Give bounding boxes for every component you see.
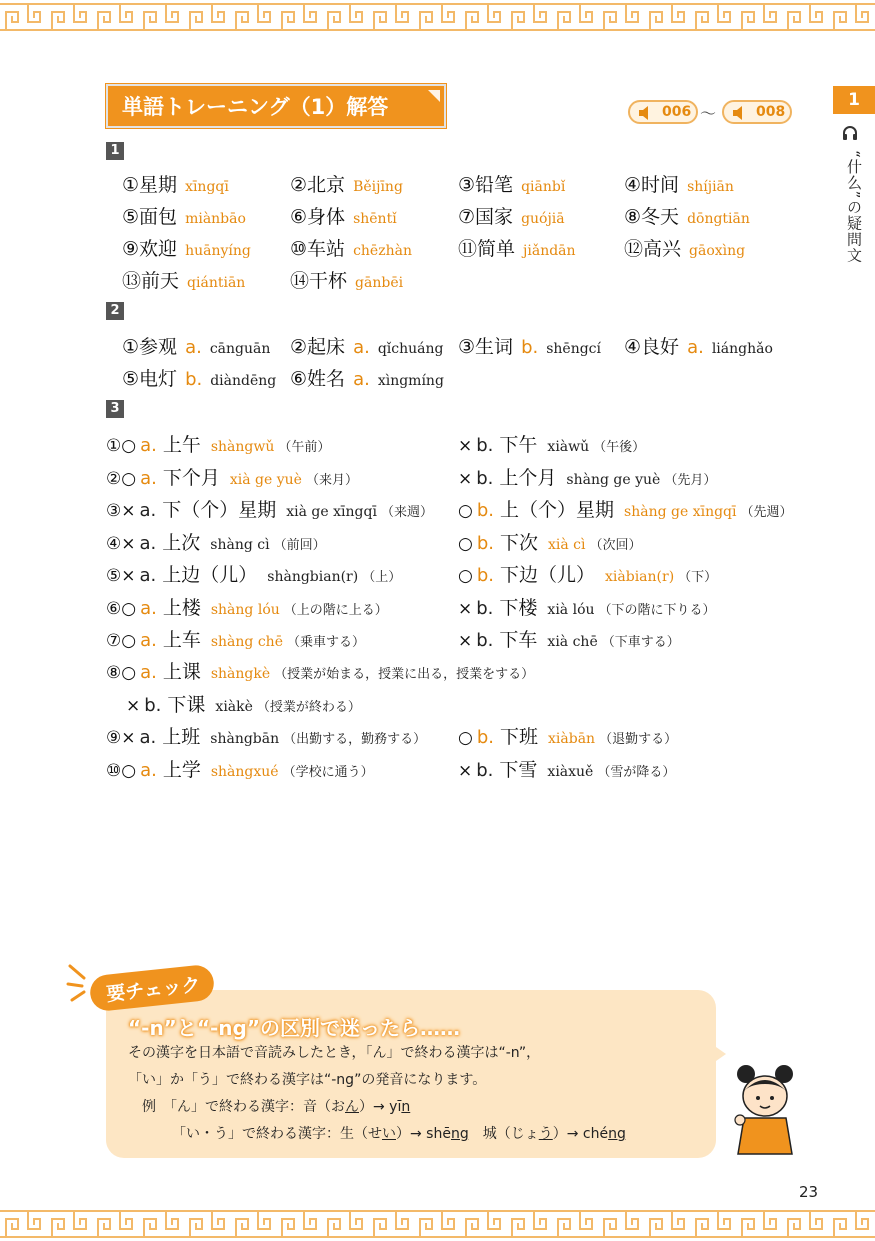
word-meaning: （次回） <box>589 537 642 553</box>
vocab-item <box>122 170 229 197</box>
speaker-icon <box>638 106 656 120</box>
item-pinyin: dōngtiān <box>687 211 750 227</box>
item-chinese: 前天 <box>141 270 180 292</box>
answer-mark: × <box>126 696 141 716</box>
choice-item <box>290 364 444 391</box>
word-pinyin: shàngwǔ <box>210 439 275 455</box>
answer-entry <box>458 430 645 457</box>
item-number: ① <box>122 174 140 196</box>
word-chinese: 下班 <box>500 726 539 748</box>
choice-item <box>624 332 773 359</box>
word-pinyin: xià lóu <box>547 601 595 618</box>
vocab-item <box>290 202 397 229</box>
answer-mark: ③× <box>106 501 136 521</box>
word-chinese: 下车 <box>499 629 538 651</box>
choice-letter: b. <box>476 630 494 651</box>
answer-entry <box>458 625 680 652</box>
word-pinyin: xiàwǔ <box>547 439 590 455</box>
word-meaning: （先月） <box>664 472 717 488</box>
answer-entry <box>106 657 534 684</box>
item-pinyin: qiántiān <box>187 275 246 291</box>
answer-entry <box>106 722 426 749</box>
word-meaning: （学校に通う） <box>282 765 374 780</box>
check-subtitle: “-n”と“-ng”の区別で迷ったら…… <box>128 1016 460 1040</box>
audio-start-number: 006 <box>662 104 692 120</box>
check-example-2 <box>172 1123 626 1143</box>
word-pinyin: shàngxué <box>210 764 279 780</box>
choice-letter: b. <box>144 695 162 716</box>
check-line-2: 「い」か「う」で終わる漢字は“-ng”の発音になります。 <box>128 1072 487 1088</box>
word-meaning: （午後） <box>593 440 646 455</box>
vocab-item <box>122 234 251 261</box>
bottom-border-pattern <box>0 1207 875 1241</box>
item-chinese: 铅笔 <box>475 174 514 196</box>
choice-letter: b. <box>521 337 539 358</box>
example-2-arrow-b: ）→ ché <box>552 1126 609 1142</box>
section-marker-2: 2 <box>106 302 124 320</box>
choice-letter: a. <box>353 369 370 390</box>
answer-mark: ①○ <box>106 436 137 456</box>
item-pinyin: shēntǐ <box>353 211 397 227</box>
answer-entry <box>106 593 388 620</box>
choice-letter: b. <box>476 532 494 554</box>
bubble-tail <box>706 1040 726 1068</box>
item-pinyin: cānguān <box>209 341 271 357</box>
item-chinese: 干杯 <box>309 270 348 292</box>
choice-letter: b. <box>476 565 494 586</box>
example-1-final: n <box>401 1099 411 1115</box>
choice-letter: a. <box>140 597 157 619</box>
item-chinese: 星期 <box>139 174 178 196</box>
choice-letter: a. <box>140 760 157 781</box>
item-pinyin: jiǎndān <box>523 243 576 259</box>
example-label: 例 <box>142 1099 156 1115</box>
example-1-text: 「ん」で終わる漢字：音（お <box>170 1099 345 1115</box>
word-meaning: （下の階に下りる） <box>598 602 716 618</box>
choice-letter: a. <box>139 532 157 554</box>
answer-mark: × <box>458 436 473 456</box>
word-chinese: 上（个）星期 <box>500 499 615 521</box>
item-number: ⑩ <box>290 238 308 260</box>
answer-entry <box>458 755 675 782</box>
choice-item <box>122 332 270 359</box>
choice-letter: a. <box>140 630 157 651</box>
word-chinese: 上次 <box>162 531 201 554</box>
word-chinese: 上学 <box>162 759 201 781</box>
word-chinese: 下边（儿） <box>500 564 596 586</box>
word-chinese: 下楼 <box>499 596 538 619</box>
answer-entry <box>106 495 433 522</box>
word-chinese: 下午 <box>499 434 538 456</box>
item-number: ⑥ <box>290 368 308 390</box>
vocab-item <box>624 234 745 261</box>
top-border-pattern <box>0 0 875 34</box>
word-meaning: （上） <box>362 570 402 585</box>
word-meaning: （授業が始まる，授業に出る，授業をする） <box>274 667 535 682</box>
word-meaning: （先週） <box>740 505 793 520</box>
item-number: ③ <box>458 336 476 358</box>
item-number: ⑪ <box>458 238 478 260</box>
word-pinyin: shàng ge xīngqī <box>624 504 737 520</box>
item-pinyin: qiānbǐ <box>521 179 566 195</box>
word-meaning: （退勤する） <box>599 732 678 747</box>
title-corner-decoration <box>428 90 440 102</box>
check-line-1: その漢字を日本語で音読みしたとき，「ん」で終わる漢字は“-n”， <box>128 1045 541 1061</box>
word-pinyin: xià cì <box>548 536 586 553</box>
answer-entry <box>106 560 401 587</box>
item-chinese: 姓名 <box>307 368 346 390</box>
word-pinyin: shàng ge yuè <box>566 471 661 488</box>
word-pinyin: xià ge xīngqī <box>286 504 377 520</box>
audio-track-start[interactable] <box>628 100 698 124</box>
answer-mark: ⑦○ <box>106 631 137 651</box>
answer-entry <box>458 463 716 490</box>
word-chinese: 上个月 <box>499 466 557 489</box>
choice-letter: b. <box>476 500 494 521</box>
item-number: ⑧ <box>624 206 642 228</box>
word-chinese: 下个月 <box>162 466 220 489</box>
item-pinyin: miànbāo <box>185 211 246 227</box>
choice-letter: a. <box>139 500 157 521</box>
answer-mark: × <box>458 761 473 781</box>
word-chinese: 上课 <box>162 661 201 683</box>
word-meaning: （下車する） <box>601 635 680 650</box>
item-pinyin: chēzhàn <box>353 243 412 259</box>
example-2-final-b: ng <box>608 1126 626 1142</box>
vocab-item <box>624 170 734 197</box>
choice-letter: a. <box>140 435 157 456</box>
chapter-title: “什么”の疑問文 <box>845 150 863 264</box>
word-pinyin: shàng cì <box>210 536 270 553</box>
item-number: ④ <box>624 174 642 196</box>
vocab-item <box>290 266 403 293</box>
word-meaning: （雪が降る） <box>597 765 676 780</box>
answer-mark: ②○ <box>106 468 137 489</box>
vocab-item <box>290 234 412 261</box>
vocab-item <box>624 202 750 229</box>
word-chinese: 下雪 <box>499 759 538 781</box>
item-number: ③ <box>458 174 476 196</box>
item-pinyin: huānyíng <box>185 243 251 259</box>
word-chinese: 上楼 <box>162 596 201 619</box>
example-2-final: ng <box>450 1126 469 1142</box>
chapter-tab: 1 <box>833 86 875 114</box>
vocab-item <box>458 202 565 229</box>
answer-mark: ⑧○ <box>106 663 137 683</box>
answer-entry <box>458 495 793 522</box>
item-number: ⑦ <box>458 206 476 228</box>
item-chinese: 起床 <box>307 336 346 358</box>
girl-character-illustration <box>730 1062 800 1158</box>
item-chinese: 时间 <box>641 174 680 196</box>
word-pinyin: shàngbān <box>210 731 280 747</box>
answer-entry <box>458 722 677 749</box>
item-chinese: 面包 <box>139 206 178 228</box>
item-pinyin: Běijīng <box>353 179 403 195</box>
answer-mark: ○ <box>458 728 473 748</box>
word-chinese: 上午 <box>162 434 201 456</box>
item-chinese: 欢迎 <box>139 238 178 260</box>
example-2-underline-b: う <box>538 1126 553 1142</box>
page-number: 23 <box>799 1183 819 1201</box>
item-chinese: 高兴 <box>643 238 682 260</box>
item-pinyin: diàndēng <box>210 373 277 389</box>
item-number: ② <box>290 174 308 196</box>
word-meaning: （午前） <box>278 440 331 455</box>
item-number: ⑭ <box>290 270 310 292</box>
answer-entry <box>458 593 716 620</box>
answer-mark: × <box>458 631 473 651</box>
word-chinese: 下次 <box>500 531 539 554</box>
item-pinyin: liánghǎo <box>711 341 773 357</box>
answer-mark: ⑨× <box>106 728 136 748</box>
check-label-text: 要チェック <box>105 973 202 1006</box>
item-number: ⑤ <box>122 368 140 390</box>
section-marker-1: 1 <box>106 142 124 160</box>
choice-item <box>122 364 276 391</box>
answer-mark: ④× <box>106 533 136 554</box>
choice-letter: b. <box>476 435 494 456</box>
word-pinyin: shàngkè <box>210 666 271 682</box>
vocab-item <box>122 266 245 293</box>
item-chinese: 身体 <box>307 206 346 228</box>
section-marker-3: 3 <box>106 400 124 418</box>
word-meaning: （出勤する，勤務する） <box>283 732 427 747</box>
audio-track-end[interactable] <box>722 100 792 124</box>
word-meaning: （上の階に上る） <box>283 602 388 618</box>
word-pinyin: xiàbān <box>548 731 596 747</box>
answer-mark: ⑥○ <box>106 598 137 619</box>
word-chinese: 上班 <box>162 726 201 748</box>
item-pinyin: gānbēi <box>355 275 404 291</box>
word-pinyin: xiàxuě <box>547 764 594 780</box>
item-chinese: 良好 <box>641 336 680 358</box>
choice-letter: b. <box>476 597 494 619</box>
item-pinyin: shíjiān <box>687 179 734 195</box>
example-1-arrow: ）→ yī <box>359 1099 402 1115</box>
word-meaning: （前回） <box>273 537 326 553</box>
word-meaning: （乗車する） <box>286 635 365 650</box>
item-pinyin: xīngqī <box>185 179 229 195</box>
item-number: ② <box>290 336 308 358</box>
answer-entry <box>458 528 642 555</box>
item-chinese: 车站 <box>307 238 346 260</box>
audio-end-number: 008 <box>756 104 786 120</box>
answer-mark: ⑤× <box>106 566 136 586</box>
choice-letter: a. <box>687 337 704 358</box>
item-chinese: 生词 <box>475 336 514 358</box>
answer-entry <box>106 430 330 457</box>
word-pinyin: shàng chē <box>210 634 283 650</box>
answer-mark: ○ <box>458 533 473 554</box>
answer-entry <box>106 463 358 490</box>
item-chinese: 国家 <box>475 206 514 228</box>
word-meaning: （来月） <box>305 472 358 488</box>
choice-letter: b. <box>476 760 494 781</box>
example-1-underline: ん <box>345 1099 359 1115</box>
choice-letter: a. <box>353 337 370 358</box>
vocab-item <box>290 170 403 197</box>
word-pinyin: xiàkè <box>215 699 253 715</box>
answer-mark: ○ <box>458 501 473 521</box>
answer-entry <box>106 755 374 782</box>
vocab-item <box>122 202 246 229</box>
answer-entry <box>126 690 361 717</box>
answer-entry <box>106 528 326 555</box>
choice-item <box>290 332 443 359</box>
word-chinese: 下（个）星期 <box>162 499 277 521</box>
choice-letter: a. <box>185 337 202 358</box>
choice-letter: a. <box>140 662 157 683</box>
answer-mark: × <box>458 598 473 619</box>
choice-letter: a. <box>139 727 157 748</box>
item-pinyin: guójiā <box>521 211 565 227</box>
item-number: ⑫ <box>624 238 644 260</box>
word-chinese: 下课 <box>167 694 206 716</box>
item-chinese: 北京 <box>307 174 346 196</box>
item-chinese: 简单 <box>477 238 516 260</box>
item-chinese: 冬天 <box>641 206 680 228</box>
word-chinese: 上车 <box>162 629 201 651</box>
item-chinese: 电灯 <box>139 368 178 390</box>
word-meaning: （授業が終わる） <box>256 700 361 715</box>
item-pinyin: xìngmíng <box>377 373 444 389</box>
word-pinyin: xià chē <box>547 634 598 650</box>
audio-range-tilde: ～ <box>700 104 717 123</box>
check-example-1 <box>142 1096 410 1116</box>
word-pinyin: shàng lóu <box>210 601 280 618</box>
item-number: ⑬ <box>122 270 142 292</box>
choice-letter: b. <box>476 727 494 748</box>
item-pinyin: gāoxìng <box>689 243 746 259</box>
choice-letter: a. <box>139 565 157 586</box>
headphones-icon <box>841 124 859 142</box>
item-number: ⑥ <box>290 206 308 228</box>
example-2-underline: い <box>382 1126 396 1142</box>
answer-mark: ○ <box>458 566 473 586</box>
vocab-item <box>458 234 576 261</box>
answer-mark: ⑩○ <box>106 761 137 781</box>
word-pinyin: xiàbian(r) <box>605 569 675 585</box>
item-chinese: 参观 <box>139 336 178 358</box>
answer-entry <box>458 560 717 587</box>
word-chinese: 上边（儿） <box>162 564 258 586</box>
vocab-item <box>458 170 565 197</box>
word-meaning: （来週） <box>380 505 433 520</box>
example-2-text-b: 城（じょ <box>468 1126 539 1142</box>
example-2-arrow: ）→ shē <box>396 1126 451 1142</box>
choice-letter: a. <box>140 467 157 489</box>
item-number: ⑤ <box>122 206 140 228</box>
item-pinyin: qǐchuáng <box>377 341 444 357</box>
choice-item <box>458 332 601 359</box>
answer-mark: × <box>458 468 473 489</box>
word-pinyin: xià ge yuè <box>229 471 302 488</box>
page-title: 単語トレーニング（1）解答 <box>122 95 389 119</box>
speaker-icon <box>732 106 750 120</box>
section-title-box <box>106 84 446 128</box>
example-2-text: 「い・う」で終わる漢字：生（せ <box>172 1126 382 1142</box>
item-number: ⑨ <box>122 238 140 260</box>
item-number: ① <box>122 336 140 358</box>
answer-entry <box>106 625 365 652</box>
item-pinyin: shēngcí <box>546 341 602 357</box>
word-meaning: （下） <box>678 570 718 585</box>
word-pinyin: shàngbian(r) <box>267 569 359 585</box>
choice-letter: b. <box>185 369 203 390</box>
item-number: ④ <box>624 336 642 358</box>
choice-letter: b. <box>476 467 494 489</box>
